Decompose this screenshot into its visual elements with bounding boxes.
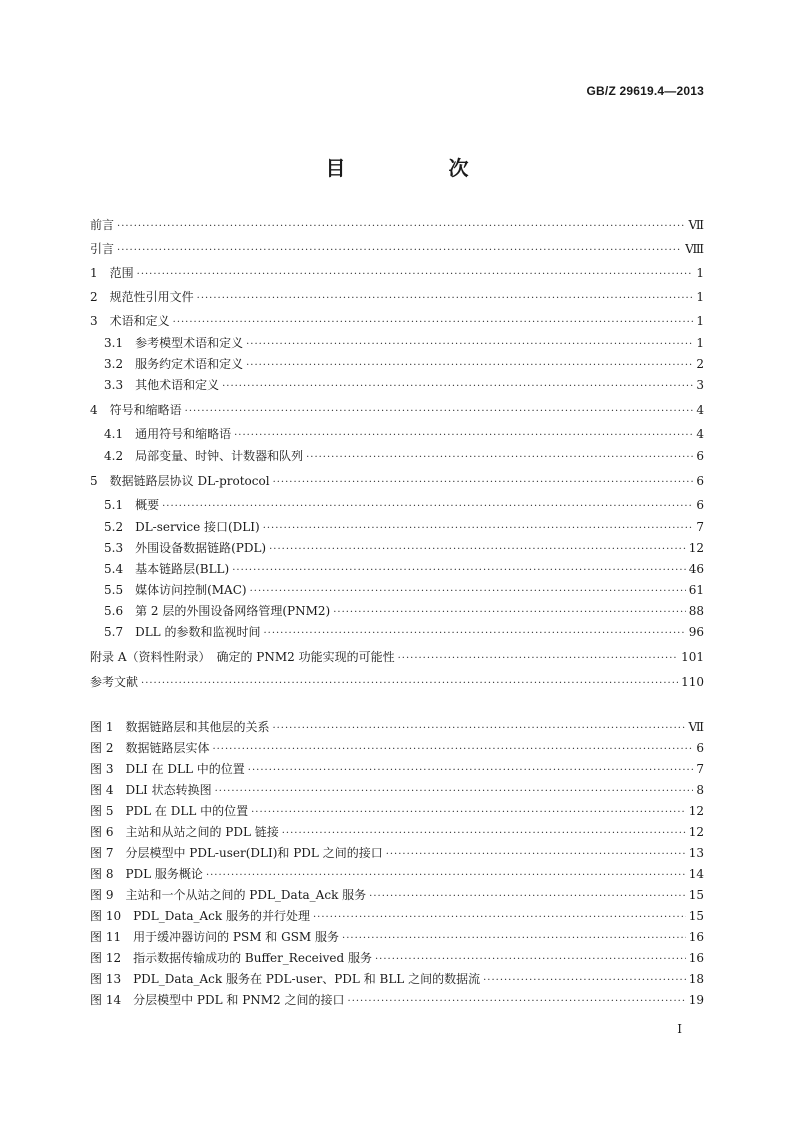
entry-label: 4.1 通用符号和缩略语 — [104, 427, 232, 441]
toc-entry[interactable] — [90, 314, 704, 328]
dot-leader — [333, 606, 686, 620]
entry-page-number: 46 — [688, 562, 704, 576]
toc-entry[interactable] — [90, 357, 704, 371]
entry-page-number: 61 — [688, 583, 704, 597]
toc-entry[interactable] — [90, 604, 704, 618]
toc-entry[interactable] — [90, 520, 704, 534]
toc-entry[interactable] — [90, 449, 704, 463]
toc-entry[interactable] — [90, 218, 704, 232]
entry-page-number: 110 — [681, 675, 704, 689]
entry-label: 5.5 媒体访问控制(MAC) — [104, 583, 247, 597]
dot-leader — [269, 543, 686, 557]
dot-leader — [342, 932, 686, 946]
figure-entry[interactable] — [90, 993, 704, 1007]
entry-label: 图 13 PDL_Data_Ack 服务在 PDL-user、PDL 和 BLL 之间的数据流 — [90, 972, 481, 986]
entry-page-number: 15 — [688, 888, 704, 902]
figure-entry[interactable] — [90, 762, 704, 776]
dot-leader — [234, 429, 693, 443]
entry-page-number: Ⅷ — [685, 242, 704, 256]
dot-leader — [248, 764, 693, 778]
entry-label: 图 1 数据链路层和其他层的关系 — [90, 720, 270, 734]
figure-entry[interactable] — [90, 846, 704, 860]
entry-page-number: 4 — [696, 427, 704, 441]
dot-leader — [251, 806, 686, 820]
figure-entry[interactable] — [90, 930, 704, 944]
toc-entry[interactable] — [90, 336, 704, 350]
entry-page-number: 1 — [696, 290, 704, 304]
dot-leader — [246, 338, 693, 352]
toc-entry[interactable] — [90, 625, 704, 639]
entry-page-number: 1 — [696, 314, 704, 328]
page-number: I — [677, 1022, 682, 1036]
entry-page-number: 6 — [696, 474, 704, 488]
entry-page-number: 14 — [688, 867, 704, 881]
page-title: 目 次 — [325, 156, 517, 180]
entry-label: 引言 — [90, 242, 115, 256]
figure-entry[interactable] — [90, 909, 704, 923]
toc-entry[interactable] — [90, 541, 704, 555]
entry-label: 5.6 第 2 层的外围设备网络管理(PNM2) — [104, 604, 331, 618]
dot-leader — [272, 722, 685, 736]
entry-page-number: 12 — [688, 804, 704, 818]
dot-leader — [141, 677, 678, 691]
entry-label: 4.2 局部变量、时钟、计数器和队列 — [104, 449, 304, 463]
dot-leader — [117, 244, 682, 258]
entry-label: 图 11 用于缓冲器访问的 PSM 和 GSM 服务 — [90, 930, 340, 944]
figure-entry[interactable] — [90, 825, 704, 839]
dot-leader — [263, 627, 685, 641]
entry-label: 5.4 基本链路层(BLL) — [104, 562, 230, 576]
entry-label: 5 数据链路层协议 DL-protocol — [90, 474, 270, 488]
figure-entry[interactable] — [90, 720, 704, 734]
dot-leader — [232, 564, 686, 578]
entry-label: 图 6 主站和从站之间的 PDL 链接 — [90, 825, 279, 839]
entry-page-number: 88 — [688, 604, 704, 618]
toc-entry[interactable] — [90, 583, 704, 597]
dot-leader — [282, 827, 686, 841]
figure-entry[interactable] — [90, 951, 704, 965]
dot-leader — [246, 359, 693, 373]
figure-entry[interactable] — [90, 804, 704, 818]
dot-leader — [173, 316, 693, 330]
entry-page-number: 96 — [688, 625, 704, 639]
toc-entry[interactable] — [90, 474, 704, 488]
entry-page-number: 3 — [696, 378, 704, 392]
entry-label: 1 范围 — [90, 266, 134, 280]
dot-leader — [273, 476, 693, 490]
entry-page-number: 15 — [688, 909, 704, 923]
toc-entry[interactable] — [90, 378, 704, 392]
dot-leader — [206, 869, 686, 883]
entry-page-number: 6 — [696, 498, 704, 512]
figure-entry[interactable] — [90, 741, 704, 755]
dot-leader — [162, 500, 693, 514]
entry-page-number: Ⅶ — [688, 218, 704, 232]
entry-page-number: 6 — [696, 741, 704, 755]
entry-page-number: 19 — [688, 993, 704, 1007]
dot-leader — [398, 652, 678, 666]
toc-entry[interactable] — [90, 675, 704, 689]
dot-leader — [483, 974, 686, 988]
entry-label: 前言 — [90, 218, 115, 232]
entry-label: 3.2 服务约定术语和定义 — [104, 357, 244, 371]
entry-page-number: 12 — [688, 825, 704, 839]
dot-leader — [313, 911, 686, 925]
entry-label: 图 12 指示数据传输成功的 Buffer_Received 服务 — [90, 951, 372, 965]
entry-page-number: 2 — [696, 357, 704, 371]
figure-entry[interactable] — [90, 972, 704, 986]
entry-page-number: 16 — [688, 930, 704, 944]
toc-entry[interactable] — [90, 427, 704, 441]
entry-label: 图 10 PDL_Data_Ack 服务的并行处理 — [90, 909, 310, 923]
entry-page-number: 13 — [688, 846, 704, 860]
dot-leader — [212, 743, 693, 757]
entry-label: 5.3 外围设备数据链路(PDL) — [104, 541, 267, 555]
entry-page-number: 4 — [696, 403, 704, 417]
toc-entry[interactable] — [90, 498, 704, 512]
entry-label: 5.1 概要 — [104, 498, 160, 512]
entry-label: 图 7 分层模型中 PDL-user(DLI)和 PDL 之间的接口 — [90, 846, 383, 860]
figure-entry[interactable] — [90, 867, 704, 881]
figure-entry[interactable] — [90, 783, 704, 797]
entry-page-number: 6 — [696, 449, 704, 463]
entry-page-number: 1 — [696, 266, 704, 280]
dot-leader — [215, 785, 693, 799]
entry-label: 图 9 主站和一个从站之间的 PDL_Data_Ack 服务 — [90, 888, 367, 902]
entry-label: 3 术语和定义 — [90, 314, 170, 328]
dot-leader — [386, 848, 686, 862]
toc-entry[interactable] — [90, 290, 704, 304]
dot-leader — [375, 953, 686, 967]
entry-label: 3.1 参考模型术语和定义 — [104, 336, 244, 350]
entry-page-number: Ⅶ — [688, 720, 704, 734]
entry-label: 4 符号和缩略语 — [90, 403, 182, 417]
toc-entry[interactable] — [90, 242, 704, 256]
entry-page-number: 7 — [696, 520, 704, 534]
figure-entry[interactable] — [90, 888, 704, 902]
entry-page-number: 7 — [696, 762, 704, 776]
entry-label: 2 规范性引用文件 — [90, 290, 194, 304]
entry-label: 图 8 PDL 服务概论 — [90, 867, 203, 881]
dot-leader — [306, 451, 693, 465]
entry-label: 图 2 数据链路层实体 — [90, 741, 210, 755]
entry-label: 附录 A（资料性附录） 确定的 PNM2 功能实现的可能性 — [90, 650, 395, 664]
toc-entry[interactable] — [90, 266, 704, 280]
entry-label: 5.2 DL-service 接口(DLI) — [104, 520, 260, 534]
dot-leader — [263, 522, 693, 536]
dot-leader — [250, 585, 686, 599]
entry-page-number: 18 — [688, 972, 704, 986]
toc-entry[interactable] — [90, 403, 704, 417]
entry-label: 图 4 DLI 状态转换图 — [90, 783, 212, 797]
dot-leader — [197, 292, 693, 306]
entry-page-number: 8 — [696, 783, 704, 797]
dot-leader — [369, 890, 686, 904]
entry-label: 参考文献 — [90, 675, 139, 689]
entry-label: 图 5 PDL 在 DLL 中的位置 — [90, 804, 249, 818]
entry-label: 图 3 DLI 在 DLL 中的位置 — [90, 762, 245, 776]
entry-label: 3.3 其他术语和定义 — [104, 378, 220, 392]
entry-label: 5.7 DLL 的参数和监视时间 — [104, 625, 261, 639]
entry-page-number: 1 — [696, 336, 704, 350]
entry-page-number: 101 — [681, 650, 704, 664]
dot-leader — [348, 995, 686, 1009]
dot-leader — [137, 268, 693, 282]
entry-page-number: 12 — [688, 541, 704, 555]
entry-label: 图 14 分层模型中 PDL 和 PNM2 之间的接口 — [90, 993, 345, 1007]
toc-entry[interactable] — [90, 562, 704, 576]
dot-leader — [222, 380, 693, 394]
dot-leader — [117, 220, 685, 234]
standard-code: GB/Z 29619.4—2013 — [586, 84, 704, 98]
dot-leader — [185, 405, 693, 419]
toc-entry[interactable] — [90, 650, 704, 664]
entry-page-number: 16 — [688, 951, 704, 965]
